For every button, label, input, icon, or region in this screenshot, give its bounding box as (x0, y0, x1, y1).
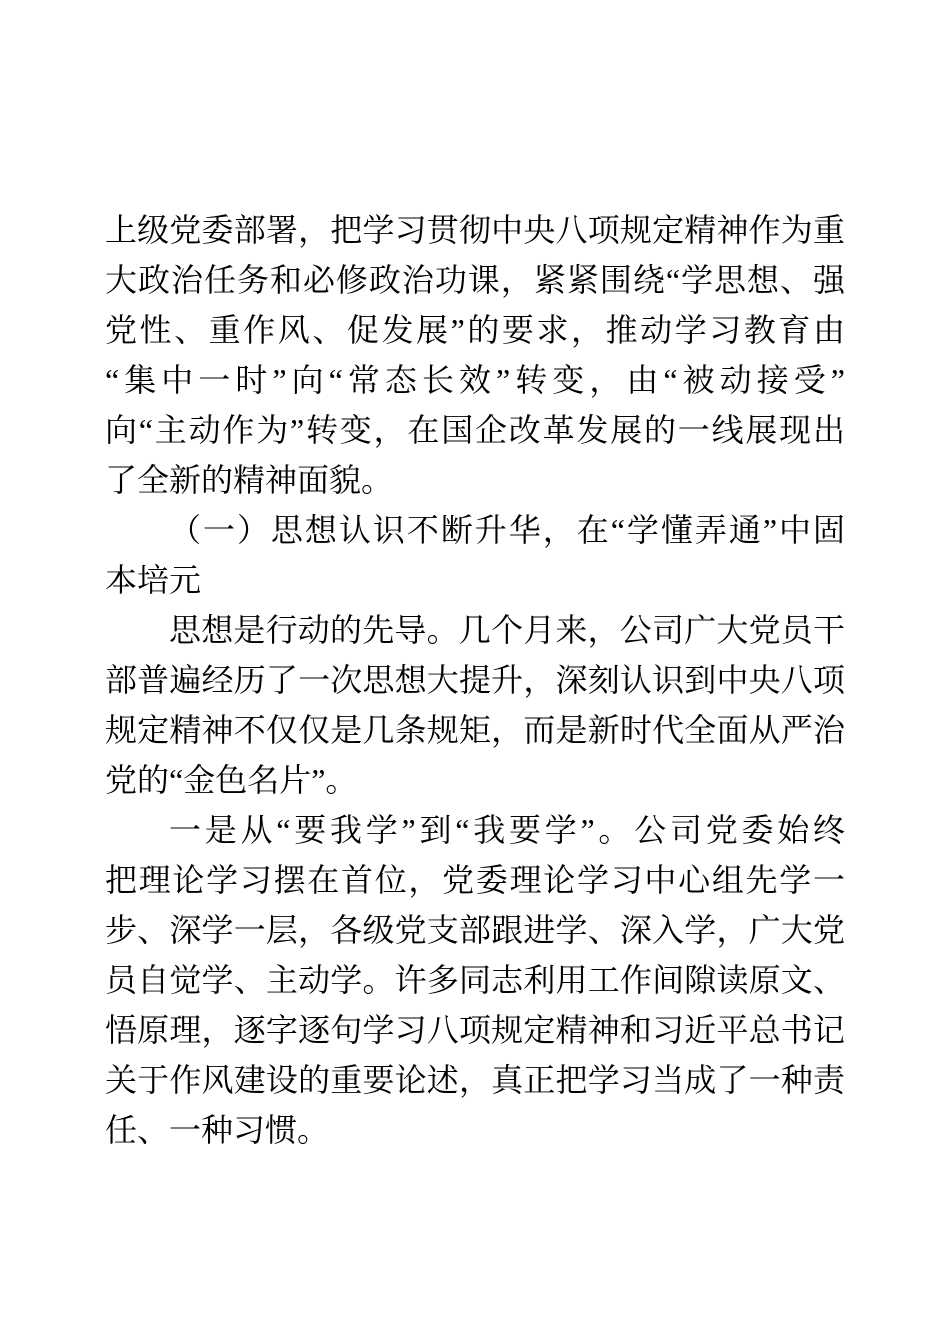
text-line: 向“主动作为”转变，在国企改革发展的一线展现出 (105, 412, 845, 448)
text-line: 悟原理，逐字逐句学习八项规定精神和习近平总书记 (105, 1012, 845, 1048)
text-line: 大政治任务和必修政治功课，紧紧围绕“学思想、强 (105, 262, 845, 298)
text-line: 关于作风建设的重要论述，真正把学习当成了一种责 (105, 1062, 845, 1098)
text-line: 步、深学一层，各级党支部跟进学、深入学，广大党 (105, 912, 845, 948)
paragraph-continuation (105, 205, 845, 505)
text-line: 规定精神不仅仅是几条规矩，而是新时代全面从严治 (105, 712, 845, 748)
heading-line: （一）思想认识不断升华，在“学懂弄通”中固 (169, 512, 845, 548)
text-content (105, 205, 845, 1155)
text-line: 思想是行动的先导。几个月来，公司广大党员干 (169, 612, 845, 648)
text-line: 了全新的精神面貌。 (105, 462, 394, 498)
text-line: 任、一种习惯。 (105, 1112, 330, 1148)
paragraph-body (105, 605, 845, 805)
text-line: 部普遍经历了一次思想大提升，深刻认识到中央八项 (105, 662, 845, 698)
text-line: 上级党委部署，把学习贯彻中央八项规定精神作为重 (105, 212, 845, 248)
text-line: 党的“金色名片”。 (105, 762, 358, 798)
text-line: “集中一时”向“常态长效”转变，由“被动接受” (105, 362, 845, 398)
text-line: 一是从“要我学”到“我要学”。公司党委始终 (169, 812, 845, 848)
paragraph-body (105, 805, 845, 1155)
section-heading (105, 505, 845, 605)
text-line: 把理论学习摆在首位，党委理论学习中心组先学一 (105, 862, 845, 898)
text-line: 党性、重作风、促发展”的要求，推动学习教育由 (105, 312, 845, 348)
heading-line: 本培元 (105, 562, 202, 598)
text-line: 员自觉学、主动学。许多同志利用工作间隙读原文、 (105, 962, 845, 998)
